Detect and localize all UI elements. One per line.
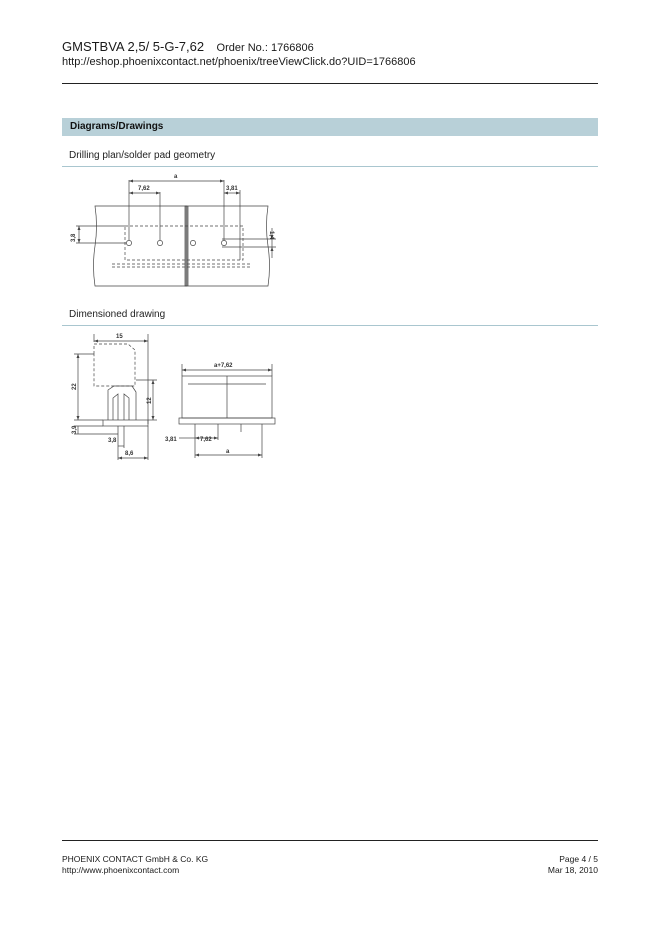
dim-a-plus: a+7,62 xyxy=(214,363,233,369)
dim-pad: 1,4 xyxy=(268,231,274,240)
dim-pitch: 7,62 xyxy=(138,186,150,192)
company-name: PHOENIX CONTACT GmbH & Co. KG xyxy=(62,854,209,864)
dim-a: a xyxy=(174,174,178,180)
product-name: GMSTBVA 2,5/ 5-G-7,62 xyxy=(62,39,205,54)
dim-width: 15 xyxy=(116,334,123,340)
dim-front-a: a xyxy=(226,449,230,455)
dim-pin-height: 12 xyxy=(147,397,153,404)
drilling-caption: Drilling plan/solder pad geometry xyxy=(69,150,216,161)
drilling-plan-drawing xyxy=(62,168,302,292)
dim-edge: 3,81 xyxy=(226,186,238,192)
document-title xyxy=(62,38,314,56)
dim-bottom: 3,9 xyxy=(72,425,78,434)
drilling-divider xyxy=(62,166,598,167)
dim-foot: 3,8 xyxy=(108,438,117,444)
section-header xyxy=(62,118,598,136)
product-url[interactable]: http://eshop.phoenixcontact.net/phoenix/treeViewClick.do?UID=1766806 xyxy=(62,56,416,68)
order-number: Order No.: 1766806 xyxy=(216,42,314,54)
dim-height: 3,8 xyxy=(71,233,77,242)
dim-front-edge: 3,81 xyxy=(165,437,177,443)
footer-left xyxy=(62,854,208,876)
dimensioned-divider xyxy=(62,325,598,326)
page-number: Page 4 / 5 xyxy=(559,854,598,864)
header-divider xyxy=(62,83,598,84)
company-website[interactable]: http://www.phoenixcontact.com xyxy=(62,865,180,875)
section-title: Diagrams/Drawings xyxy=(70,121,164,132)
dimensioned-caption: Dimensioned drawing xyxy=(69,309,166,320)
footer-divider xyxy=(62,840,598,841)
dim-front-pitch: 7,62 xyxy=(200,437,212,443)
dim-total-height: 22 xyxy=(72,383,78,390)
dimensioned-drawing xyxy=(62,328,312,464)
footer-right xyxy=(548,854,598,876)
document-date: Mar 18, 2010 xyxy=(547,865,598,875)
dim-base: 8,6 xyxy=(125,451,134,457)
